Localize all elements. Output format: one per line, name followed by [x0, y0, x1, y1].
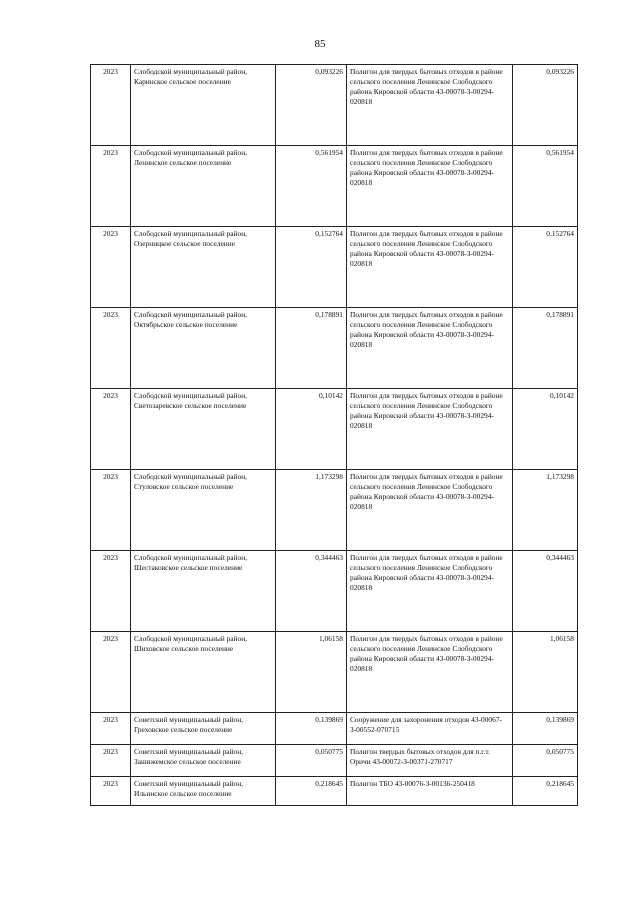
municipality-cell: Советский муниципальный район, Зашижемское сельское поселение	[131, 745, 276, 777]
volume-cell: 1,173298	[276, 470, 347, 551]
facility-cell: Полигон ТБО 43-00076-З-00136-250418	[347, 777, 513, 806]
volume-cell: 1,06158	[276, 632, 347, 713]
page-number: 85	[314, 38, 326, 50]
year-cell: 2023	[91, 308, 131, 389]
facility-cell: Сооружение для захоронения отходов 43-00067-З-00552-070715	[347, 713, 513, 745]
facility-cell: Полигон для твердых бытовых отходов в районе сельского поселения Ленинское Слободского района Кировской области 43-00078-З-00294-020818	[347, 227, 513, 308]
volume-cell: 0,152764	[276, 227, 347, 308]
volume-total-cell: 1,173298	[513, 470, 578, 551]
facility-cell: Полигон для твердых бытовых отходов в районе сельского поселения Ленинское Слободского района Кировской области 43-00078-З-00294-020818	[347, 632, 513, 713]
facility-cell: Полигон для твердых бытовых отходов в районе сельского поселения Ленинское Слободского района Кировской области 43-00078-З-00294-020818	[347, 389, 513, 470]
volume-cell: 0,561954	[276, 146, 347, 227]
volume-total-cell: 0,344463	[513, 551, 578, 632]
facility-cell: Полигон твердых бытовых отходов для п.г.т. Оричи 43-00072-З-00371-270717	[347, 745, 513, 777]
year-cell: 2023	[91, 227, 131, 308]
year-cell: 2023	[91, 146, 131, 227]
volume-total-cell: 0,152764	[513, 227, 578, 308]
year-cell: 2023	[91, 777, 131, 806]
municipality-cell: Советский муниципальный район, Ильинское сельское поселение	[131, 777, 276, 806]
municipality-cell: Советский муниципальный район, Греховское сельское поселение	[131, 713, 276, 745]
facility-cell: Полигон для твердых бытовых отходов в районе сельского поселения Ленинское Слободского района Кировской области 43-00078-З-00294-020818	[347, 146, 513, 227]
table-row	[91, 308, 578, 389]
municipality-cell: Слободской муниципальный район, Ленинское сельское поселение	[131, 146, 276, 227]
table-row	[91, 227, 578, 308]
table-row	[91, 146, 578, 227]
municipality-cell: Слободской муниципальный район, Стуловское сельское поселение	[131, 470, 276, 551]
volume-total-cell: 0,093226	[513, 65, 578, 146]
municipality-cell: Слободской муниципальный район, Октябрьское сельское поселение	[131, 308, 276, 389]
volume-total-cell: 0,218645	[513, 777, 578, 806]
year-cell: 2023	[91, 389, 131, 470]
year-cell: 2023	[91, 65, 131, 146]
municipality-cell: Слободской муниципальный район, Каринское сельское поселение	[131, 65, 276, 146]
volume-cell: 0,178891	[276, 308, 347, 389]
volume-cell: 0,093226	[276, 65, 347, 146]
volume-total-cell: 0,178891	[513, 308, 578, 389]
year-cell: 2023	[91, 745, 131, 777]
volume-cell: 0,218645	[276, 777, 347, 806]
table-row	[91, 65, 578, 146]
year-cell: 2023	[91, 470, 131, 551]
table-row	[91, 713, 578, 745]
volume-total-cell: 0,050775	[513, 745, 578, 777]
volume-cell: 0,10142	[276, 389, 347, 470]
facility-cell: Полигон для твердых бытовых отходов в районе сельского поселения Ленинское Слободского района Кировской области 43-00078-З-00294-020818	[347, 308, 513, 389]
volume-total-cell: 0,561954	[513, 146, 578, 227]
volume-total-cell: 0,10142	[513, 389, 578, 470]
table-row	[91, 745, 578, 777]
waste-volume-table	[90, 64, 578, 806]
municipality-cell: Слободской муниципальный район, Шиховское сельское поселение	[131, 632, 276, 713]
volume-total-cell: 0,139869	[513, 713, 578, 745]
volume-cell: 0,344463	[276, 551, 347, 632]
table-row	[91, 632, 578, 713]
table-row	[91, 551, 578, 632]
municipality-cell: Слободской муниципальный район, Озерницкое сельское поселение	[131, 227, 276, 308]
volume-cell: 0,139869	[276, 713, 347, 745]
municipality-cell: Слободской муниципальный район, Светозаревское сельское поселение	[131, 389, 276, 470]
table-row	[91, 389, 578, 470]
facility-cell: Полигон для твердых бытовых отходов в районе сельского поселения Ленинское Слободского района Кировской области 43-00078-З-00294-020818	[347, 65, 513, 146]
municipality-cell: Слободской муниципальный район, Шестаковское сельское поселение	[131, 551, 276, 632]
table-row	[91, 470, 578, 551]
volume-total-cell: 1,06158	[513, 632, 578, 713]
facility-cell: Полигон для твердых бытовых отходов в районе сельского поселения Ленинское Слободского района Кировской области 43-00078-З-00294-020818	[347, 551, 513, 632]
table-row	[91, 777, 578, 806]
year-cell: 2023	[91, 551, 131, 632]
volume-cell: 0,050775	[276, 745, 347, 777]
year-cell: 2023	[91, 713, 131, 745]
year-cell: 2023	[91, 632, 131, 713]
facility-cell: Полигон для твердых бытовых отходов в районе сельского поселения Ленинское Слободского района Кировской области 43-00078-З-00294-020818	[347, 470, 513, 551]
